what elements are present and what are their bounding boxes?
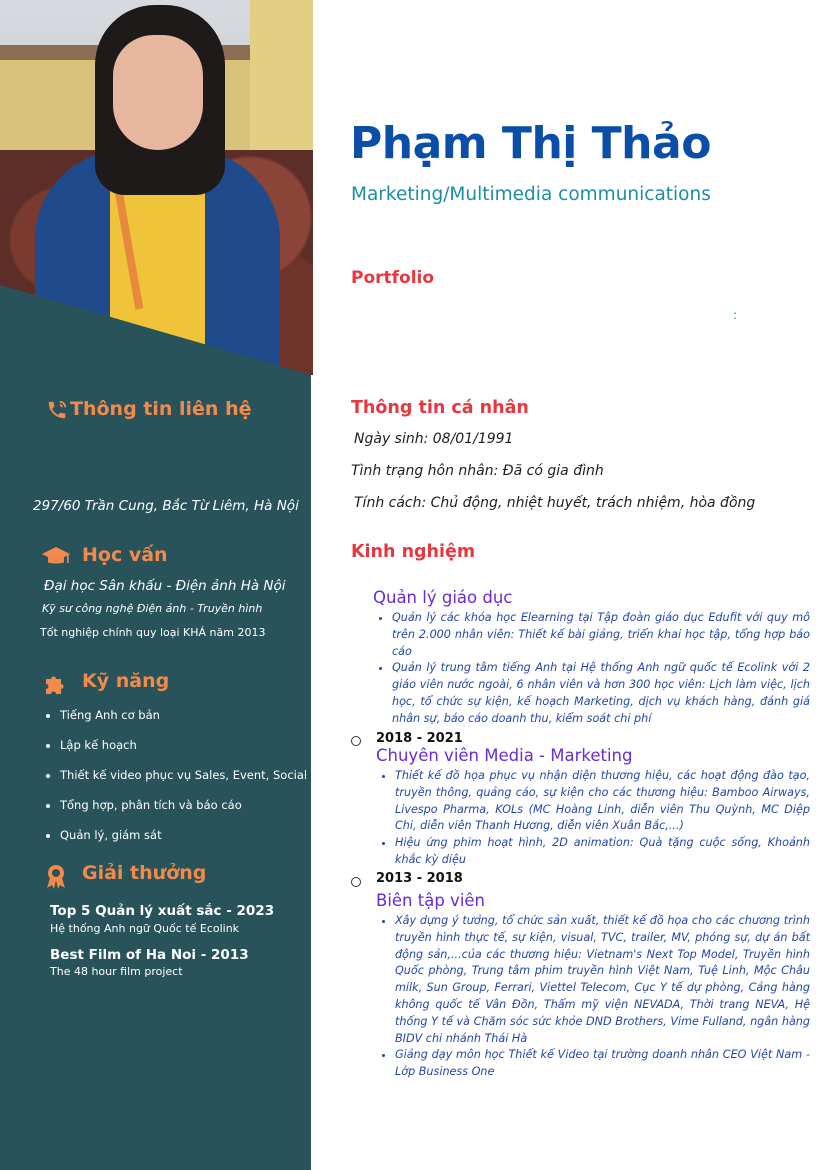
person-role: Marketing/Multimedia communications: [351, 184, 711, 205]
job-bullet: • Thiết kế đồ họa phục vụ nhận diện thương hiệu, các hoạt động đào tạo, truyền thông, quảng cáo, sự kiện cho các thương hiệu: Bamboo Airways, Livespo Pharma, KOLs (MC Hoàng Linh, diễn viên Thu Quỳnh, MC Diệp Chi, diễn viên Thanh Hương, diễn viên Xuân Bắc,...): [395, 768, 810, 835]
timeline-marker: [351, 736, 361, 746]
job-title: Biên tập viên: [376, 891, 486, 910]
awards-heading: Giải thưởng: [82, 862, 207, 884]
job-period: 2018 - 2021: [376, 731, 463, 746]
skills-heading: Kỹ năng: [82, 670, 170, 692]
award-icon: [45, 864, 67, 890]
skill-item: • Quản lý, giám sát: [60, 820, 307, 850]
timeline-marker: [351, 877, 361, 887]
skill-item: • Lập kế hoạch: [60, 730, 307, 760]
personal-birth: Ngày sinh: 08/01/1991: [354, 431, 514, 447]
contact-heading: Thông tin liên hệ: [70, 398, 252, 420]
skill-item: • Thiết kế video phục vụ Sales, Event, Social: [60, 760, 307, 790]
job-bullets: [374, 610, 810, 728]
puzzle-icon: [44, 673, 68, 695]
contact-address: 297/60 Trần Cung, Bắc Từ Liêm, Hà Nội: [33, 498, 299, 514]
job-bullet: • Giảng dạy môn học Thiết kế Video tại trường doanh nhân CEO Việt Nam - Lớp Business One: [395, 1047, 810, 1081]
education-school: Đại học Sân khấu - Điện ảnh Hà Nội: [44, 578, 286, 594]
job-title: Chuyên viên Media - Marketing: [376, 746, 633, 765]
job-bullet: • Xây dựng ý tưởng, tổ chức sản xuất, thiết kế đồ họa cho các chương trình truyền hình thực tế, sự kiện, visual, TVC, trailer, MV, phóng sự, dự án bất động sản,...của các thương hiệu: Vietnam's Next Top Model, Truyền hình Quốc phòng, Trung tâm phim truyền hình Việt Nam, Tuệ Linh, Mộc Châu milk, Sun Group, Ferrari, Viettel Telecom, Cục Y tế dự phòng, Cảng hàng không quốc tế Vân Đồn, Thẩm mỹ viện NEVADA, Thời trang NEVA, Hệ thống Y tế và Chăm sóc sức khỏe DND Brothers, Vime Fulland, ngân hàng BIDV chi nhánh Thái Hà: [395, 913, 810, 1047]
award-org: The 48 hour film project: [50, 965, 183, 978]
job-title: Quản lý giáo dục: [373, 588, 513, 607]
award-title: Best Film of Ha Noi - 2013: [50, 947, 249, 963]
award-org: Hệ thống Anh ngữ Quốc tế Ecolink: [50, 922, 240, 935]
award-title: Top 5 Quản lý xuất sắc - 2023: [50, 903, 275, 919]
job-bullet: • Hiệu ứng phim hoạt hình, 2D animation: Quà tặng cuộc sống, Khoảnh khắc kỳ diệu: [395, 835, 810, 869]
education-graduation: Tốt nghiệp chính quy loại KHÁ năm 2013: [40, 626, 266, 639]
portfolio-link[interactable]: Portfolio: [351, 268, 435, 288]
personal-personality: Tính cách: Chủ động, nhiệt huyết, trách nhiệm, hòa đồng: [354, 495, 756, 511]
education-degree: Kỹ sư công nghệ Điện ảnh - Truyền hình: [42, 602, 263, 615]
skill-item: • Tiếng Anh cơ bản: [60, 700, 307, 730]
personal-heading: Thông tin cá nhân: [351, 398, 529, 418]
job-bullets: [377, 768, 810, 869]
graduation-cap-icon: [41, 546, 71, 568]
experience-heading: Kinh nghiệm: [351, 542, 476, 562]
job-period: 2013 - 2018: [376, 871, 463, 886]
skill-item: • Tổng hợp, phân tích và báo cáo: [60, 790, 307, 820]
job-bullet: • Quản lý trung tâm tiếng Anh tại Hệ thống Anh ngữ quốc tế Ecolink với 2 giáo viên nước ngoài, 6 nhân viên và hơn 300 học viên: Lịch làm việc, lịch học, tổ chức sự kiện, kế hoạch Marketing, dịch vụ khách hàng, đánh giá nhân sự, báo cáo doanh thu, kiểm soát chi phí: [392, 660, 810, 727]
job-bullets: [377, 913, 810, 1081]
person-name: Phạm Thị Thảo: [350, 118, 711, 169]
skills-list: [44, 700, 307, 850]
phone-icon: [46, 399, 68, 421]
job-bullet: • Quản lý các khóa học Elearning tại Tập đoàn giáo dục Edufit với quy mô trên 2.000 nhân viên: Thiết kế bài giảng, triển khai học tập, tổng hợp báo cáo: [392, 610, 810, 660]
education-heading: Học vấn: [82, 544, 168, 566]
personal-marital: Tình trạng hôn nhân: Đã có gia đình: [351, 463, 604, 479]
portfolio-mark: :: [733, 308, 738, 322]
